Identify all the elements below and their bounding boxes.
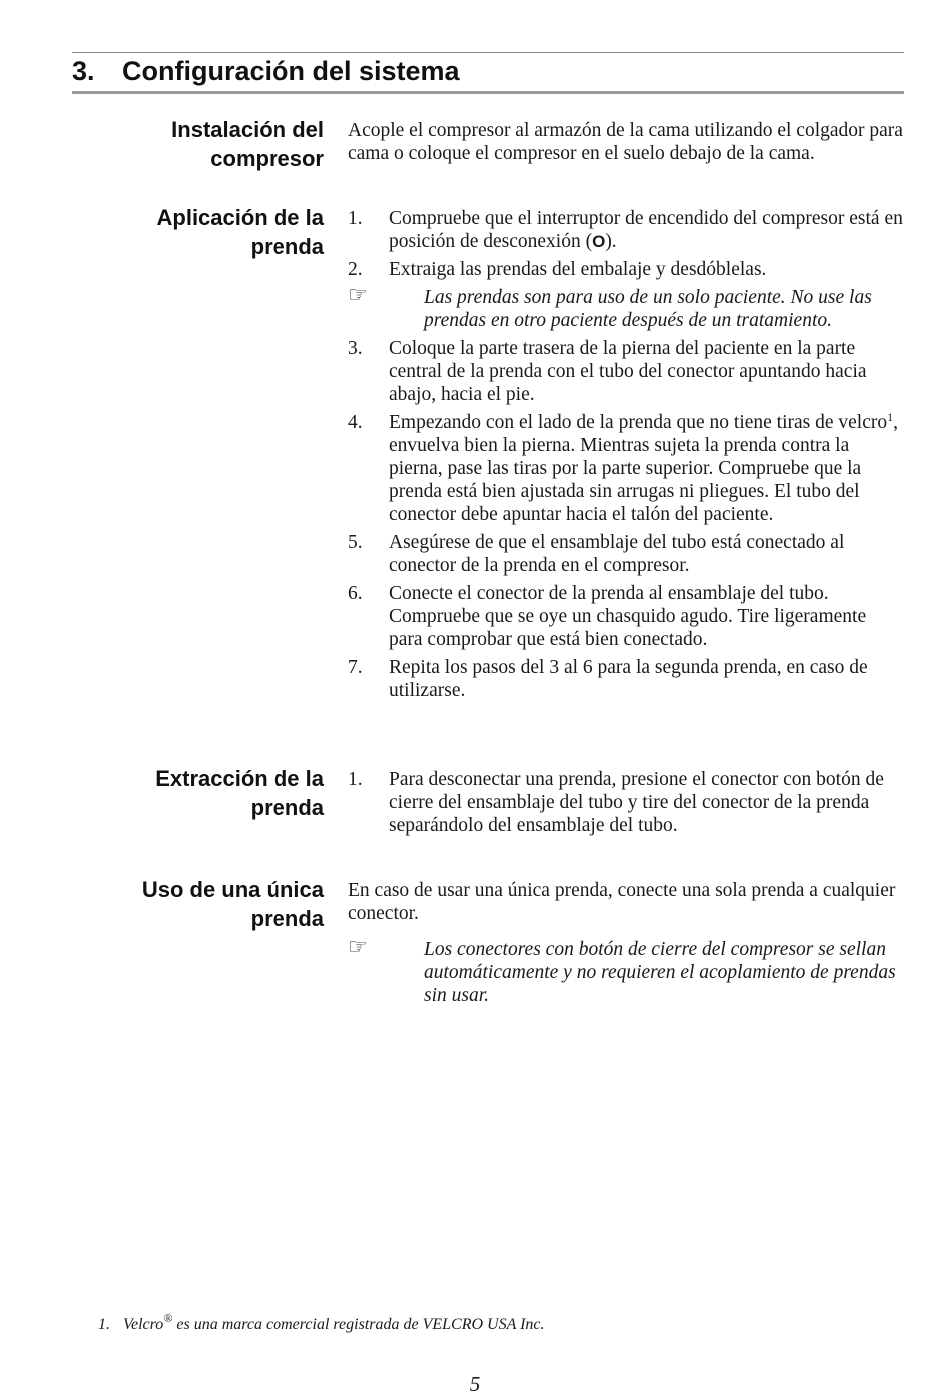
- section-body: [348, 207, 904, 707]
- footnote-number: 1.: [98, 1316, 110, 1333]
- step-number: 1.: [348, 208, 363, 229]
- section-body: [348, 879, 904, 1012]
- step-number: 5.: [348, 532, 363, 553]
- step-number: 3.: [348, 338, 363, 359]
- step-text: Para desconectar una prenda, presione el conector con botón de cierre del ensamblaje del tubo y tire del conector de la prenda separándolo del ensamblaje del tubo.: [389, 769, 884, 836]
- note-connectors: [348, 935, 904, 1007]
- note-text: Las prendas son para uso de un solo paciente. No use las prendas en otro paciente después de un tratamiento.: [424, 287, 872, 331]
- section-heading: Uso de una única prenda: [141, 877, 324, 931]
- section-paragraph: Acople el compresor al armazón de la cama utilizando el colgador para cama o coloque el compresor en el suelo debajo de la cama.: [348, 120, 903, 164]
- power-off-symbol: O: [592, 232, 606, 251]
- page-number: 5: [469, 1372, 481, 1396]
- steps-list: [348, 207, 904, 702]
- step-text: Coloque la parte trasera de la pierna del paciente en la parte central de la prenda con el tubo del conector apuntando hacia abajo, hacia el pie.: [389, 338, 867, 405]
- header-top-rule: [72, 52, 904, 53]
- section-heading: Extracción de la prenda: [155, 766, 324, 820]
- step-number: 1.: [348, 769, 363, 790]
- step-number: 7.: [348, 657, 363, 678]
- registered-mark: ®: [163, 1311, 173, 1325]
- footnote: [98, 1311, 545, 1335]
- section-heading: Aplicación de la prenda: [156, 205, 324, 259]
- step-text: Asegúrese de que el ensamblaje del tubo está conectado al conector de la prenda en el compresor.: [389, 532, 845, 576]
- footnote-text: es una marca comercial registrada de VELCRO USA Inc.: [172, 1316, 545, 1333]
- section-heading: Instalación del compresor: [171, 117, 324, 171]
- step-text: Conecte el conector de la prenda al ensamblaje del tubo. Compruebe que se oye un chasquido agudo. Tire ligeramente para comprobar que está bien conectado.: [389, 583, 867, 650]
- step-item: 4. Empezando con el lado de la prenda que no tiene tiras de velcro$^1$, envuelva bien la pierna. Mientras sujeta la prenda contra la pierna, pase las tiras por la parte superior. Compruebe que la prenda está bien ajustada sin arrugas ni pliegues. El tubo del conector debe apuntar hacia el talón del paciente.: [348, 410, 899, 525]
- section-paragraph: En caso de usar una única prenda, conecte una sola prenda a cualquier conector.: [348, 880, 896, 924]
- step-number: 4.: [348, 412, 363, 433]
- pointing-hand-icon: ☞: [348, 283, 368, 308]
- chapter-number: 3.: [72, 56, 95, 86]
- step-number: 6.: [348, 583, 363, 604]
- step-text: Repita los pasos del 3 al 6 para la segunda prenda, en caso de utilizarse.: [389, 657, 868, 701]
- section-body: [348, 119, 904, 165]
- note-text: Los conectores con botón de cierre del compresor se sellan automáticamente y no requieren el acoplamiento de prendas sin usar.: [424, 939, 896, 1006]
- chapter-title: [72, 54, 460, 88]
- step-text: Extraiga las prendas del embalaje y desdóblelas.: [389, 259, 767, 280]
- step-item: [348, 656, 904, 702]
- step-item: [348, 582, 904, 651]
- section-body: [348, 768, 904, 842]
- footnote-ref: 1: [887, 410, 894, 424]
- step-item: [348, 768, 904, 837]
- note-single-patient: [348, 283, 904, 332]
- chapter-title-text: Configuración del sistema: [122, 56, 460, 86]
- step-number: 2.: [348, 259, 363, 280]
- step-item: [348, 531, 904, 577]
- step-item: 1. Compruebe que el interruptor de encendido del compresor está en posición de desconexión (O).: [348, 208, 903, 252]
- steps-list: [348, 768, 904, 837]
- header-bottom-rule: [72, 91, 904, 94]
- step-item: [348, 258, 904, 281]
- step-item: [348, 337, 904, 406]
- pointing-hand-icon: ☞: [348, 935, 368, 960]
- footnote-brand: Velcro: [123, 1316, 164, 1333]
